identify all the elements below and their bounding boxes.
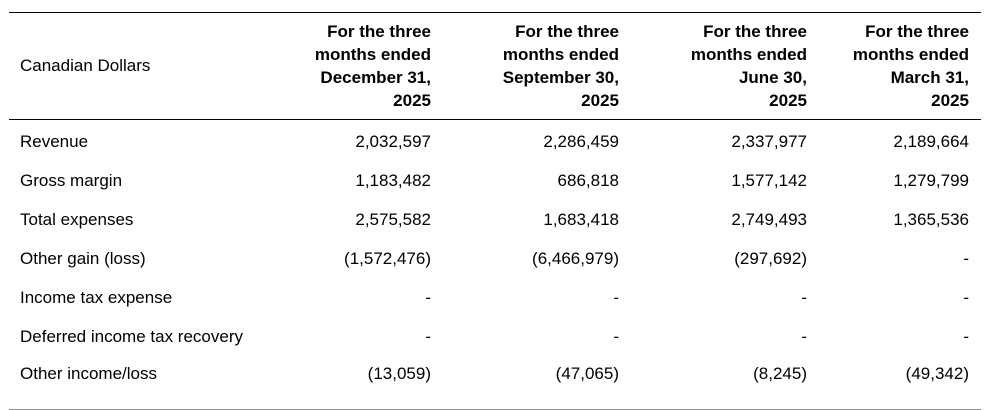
row-label: Other gain (loss) (20, 248, 146, 268)
cell-value: - (613, 287, 619, 307)
quarterly-results-table (9, 12, 981, 410)
cell-value: 2,032,597 (355, 131, 431, 151)
currency-label-header: Canadian Dollars (9, 13, 271, 120)
table-row-deferred-income-tax-recovery (9, 317, 981, 356)
cell-value: 1,183,482 (355, 170, 431, 190)
cell-value: 1,577,142 (731, 170, 807, 190)
cell-value: - (801, 326, 807, 346)
table-row-total-expenses (9, 200, 981, 239)
cell-value: - (613, 326, 619, 346)
cell-value: 2,189,664 (893, 131, 969, 151)
financial-summary-table-container (9, 12, 981, 410)
table-header-row (9, 13, 981, 120)
column-header-mar-31: For the three months ended March 31, 2025 (815, 13, 981, 120)
cell-value: - (963, 287, 969, 307)
cell-value: (1,572,476) (344, 248, 431, 268)
row-label: Other income/loss (9, 356, 271, 410)
cell-value: 686,818 (557, 170, 619, 190)
row-label: Revenue (20, 131, 89, 151)
cell-value: 2,337,977 (731, 131, 807, 151)
row-label: Gross margin (20, 170, 123, 190)
table-row-revenue (9, 120, 981, 162)
cell-value: - (963, 248, 969, 268)
table-row-income-tax-expense (9, 278, 981, 317)
cell-value: 1,279,799 (893, 170, 969, 190)
column-header-sep-30: For the three months ended September 30, 2025 (439, 13, 627, 120)
cell-value: 2,575,582 (355, 209, 431, 229)
cell-value: (6,466,979) (532, 248, 619, 268)
cell-value: 1,683,418 (543, 209, 619, 229)
table-row-other-income-loss (9, 356, 981, 410)
cell-value: - (963, 326, 969, 346)
cell-value: - (425, 287, 431, 307)
cell-value: (8,245) (627, 356, 815, 410)
row-label: Deferred income tax recovery (20, 326, 243, 346)
column-header-dec-31: For the three months ended December 31, 2025 (271, 13, 439, 120)
cell-value: 2,286,459 (543, 131, 619, 151)
cell-value: - (801, 287, 807, 307)
cell-value: 1,365,536 (893, 209, 969, 229)
column-header-jun-30: For the three months ended June 30, 2025 (627, 13, 815, 120)
cell-value: (297,692) (734, 248, 807, 268)
cell-value: - (425, 326, 431, 346)
cell-value: (13,059) (271, 356, 439, 410)
cell-value: (47,065) (439, 356, 627, 410)
row-label: Income tax expense (20, 287, 173, 307)
table-row-gross-margin (9, 161, 981, 200)
table-row-other-gain-loss (9, 239, 981, 278)
cell-value: (49,342) (815, 356, 981, 410)
cell-value: 2,749,493 (731, 209, 807, 229)
row-label: Total expenses (20, 209, 134, 229)
